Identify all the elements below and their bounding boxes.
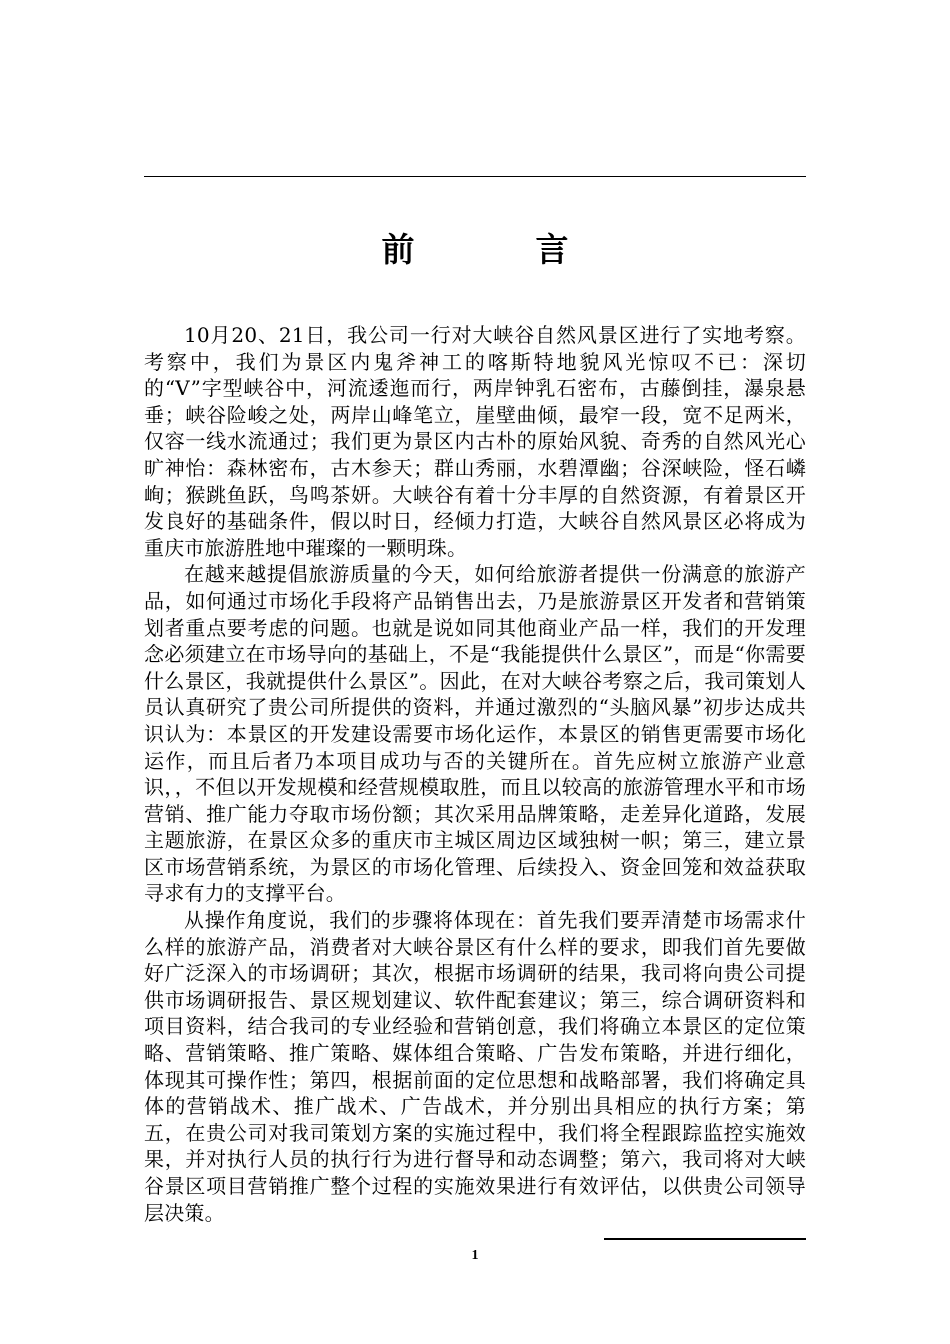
page-number: 1: [471, 1248, 479, 1263]
paragraph-2: 在越来越提倡旅游质量的今天，如何给旅游者提供一份满意的旅游产品，如何通过市场化手段将产品销售出去，乃是旅游景区开发者和营销策划者重点要考虑的问题。也就是说如同其他商业产品一样，我们的开发理念必须建立在市场导向的基础上，不是“我能提供什么景区”，而是“你需要什么景区，我就提供什么景区”。因此，在对大峡谷考察之后，我司策划人员认真研究了贵公司所提供的资料，并通过激烈的“头脑风暴”初步达成共识认为：本景区的开发建设需要市场化运作，本景区的销售更需要市场化运作，而且后者乃本项目成功与否的关键所在。首先应树立旅游产业意识，，不但以开发规模和经营规模取胜，而且以较高的旅游管理水平和市场营销、推广能力夺取市场份额；其次采用品牌策略，走差异化道路，发展主题旅游，在景区众多的重庆市主城区周边区域独树一帜；第三，建立景区市场营销系统，为景区的市场化管理、后续投入、资金回笼和效益获取寻求有力的支撑平台。: [144, 562, 806, 906]
header-rule: [144, 176, 806, 177]
footer-rule: [604, 1238, 806, 1240]
page-title: 前 言: [381, 230, 613, 269]
paragraph-1: 10月20、21日，我公司一行对大峡谷自然风景区进行了实地考察。考察中，我们为景区内鬼斧神工的喀斯特地貌风光惊叹不已：深切的“V”字型峡谷中，河流逶迤而行，两岸钟乳石密布，古藤倒挂，瀑泉悬垂；峡谷险峻之处，两岸山峰笔立，崖壁曲倾，最窄一段，宽不足两米，仅容一线水流通过；我们更为景区内古朴的原始风貌、奇秀的自然风光心旷神怡：森林密布，古木参天；群山秀丽，水碧潭幽；谷深峡险，怪石嶙峋；猴跳鱼跃，鸟鸣茶妍。大峡谷有着十分丰厚的自然资源，有着景区开发良好的基础条件，假以时日，经倾力打造，大峡谷自然风景区必将成为重庆市旅游胜地中璀璨的一颗明珠。: [144, 323, 806, 560]
paragraph-3: 从操作角度说，我们的步骤将体现在：首先我们要弄清楚市场需求什么样的旅游产品，消费者对大峡谷景区有什么样的要求，即我们首先要做好广泛深入的市场调研；其次，根据市场调研的结果，我司将向贵公司提供市场调研报告、景区规划建议、软件配套建议；第三，综合调研资料和项目资料，结合我司的专业经验和营销创意，我们将确立本景区的定位策略、营销策略、推广策略、媒体组合策略、广告发布策略，并进行细化，体现其可操作性；第四，根据前面的定位思想和战略部署，我们将确定具体的营销战术、推广战术、广告战术，并分别出具相应的执行方案；第五，在贵公司对我司策划方案的实施过程中，我们将全程跟踪监控实施效果，并对执行人员的执行行为进行督导和动态调整；第六，我司将对大峡谷景区项目营销推广整个过程的实施效果进行有效评估，以供贵公司领导层决策。: [144, 908, 806, 1225]
body-text: [144, 322, 806, 1226]
